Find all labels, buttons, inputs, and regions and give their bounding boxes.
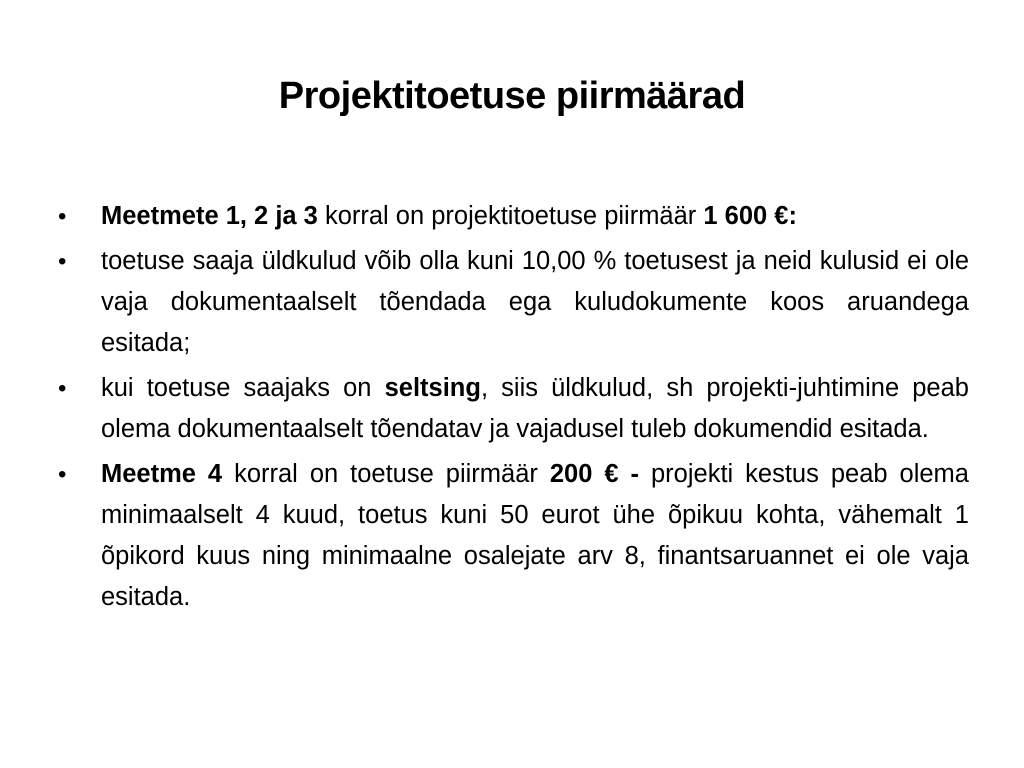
bullet-text: projekti kestus peab olema minimaalselt 4 kuud, toetus kuni 50 eurot ühe õpikuu kohta, vähemalt 1 õpikord kuus ning minimaalne osalejate arv 8, finantsaruannet ei ole vaja esitada. xyxy=(101,460,969,611)
bullet-item-1 xyxy=(55,196,969,237)
amount-label: 1 600 €: xyxy=(703,202,797,230)
bullet-text: , siis üldkulud, sh projekti-juhtimine peab olema dokumentaalselt tõendatav ja vajadusel tuleb dokumendid esitada. xyxy=(101,374,969,443)
slide-title: Projektitoetuse piirmäärad xyxy=(278,75,746,117)
measure-label: Meetme 4 xyxy=(101,460,223,488)
bullet-item-4 xyxy=(55,454,969,618)
emphasis-term: seltsing xyxy=(384,374,481,402)
bullet-list xyxy=(55,196,969,622)
bullet-text: kui toetuse saajaks on xyxy=(101,374,385,402)
bullet-text: korral on toetuse piirmäär xyxy=(222,460,550,488)
bullet-item-3 xyxy=(55,368,969,450)
measure-label: Meetmete 1, 2 ja 3 xyxy=(101,202,318,230)
bullet-item-2 xyxy=(55,241,969,364)
amount-label: 200 € - xyxy=(549,460,640,488)
bullet-dot: • xyxy=(58,461,67,488)
bullet-dot: • xyxy=(58,375,67,402)
bullet-text: korral on projektitoetuse piirmäär xyxy=(317,202,704,230)
bullet-text: toetuse saaja üldkulud võib olla kuni 10,00 % toetusest ja neid kulusid ei ole vaja dokumentaalselt tõendada ega kuludokumente koos aruandega esitada; xyxy=(101,247,969,357)
bullet-dot: • xyxy=(58,248,67,275)
bullet-dot: • xyxy=(58,203,67,230)
